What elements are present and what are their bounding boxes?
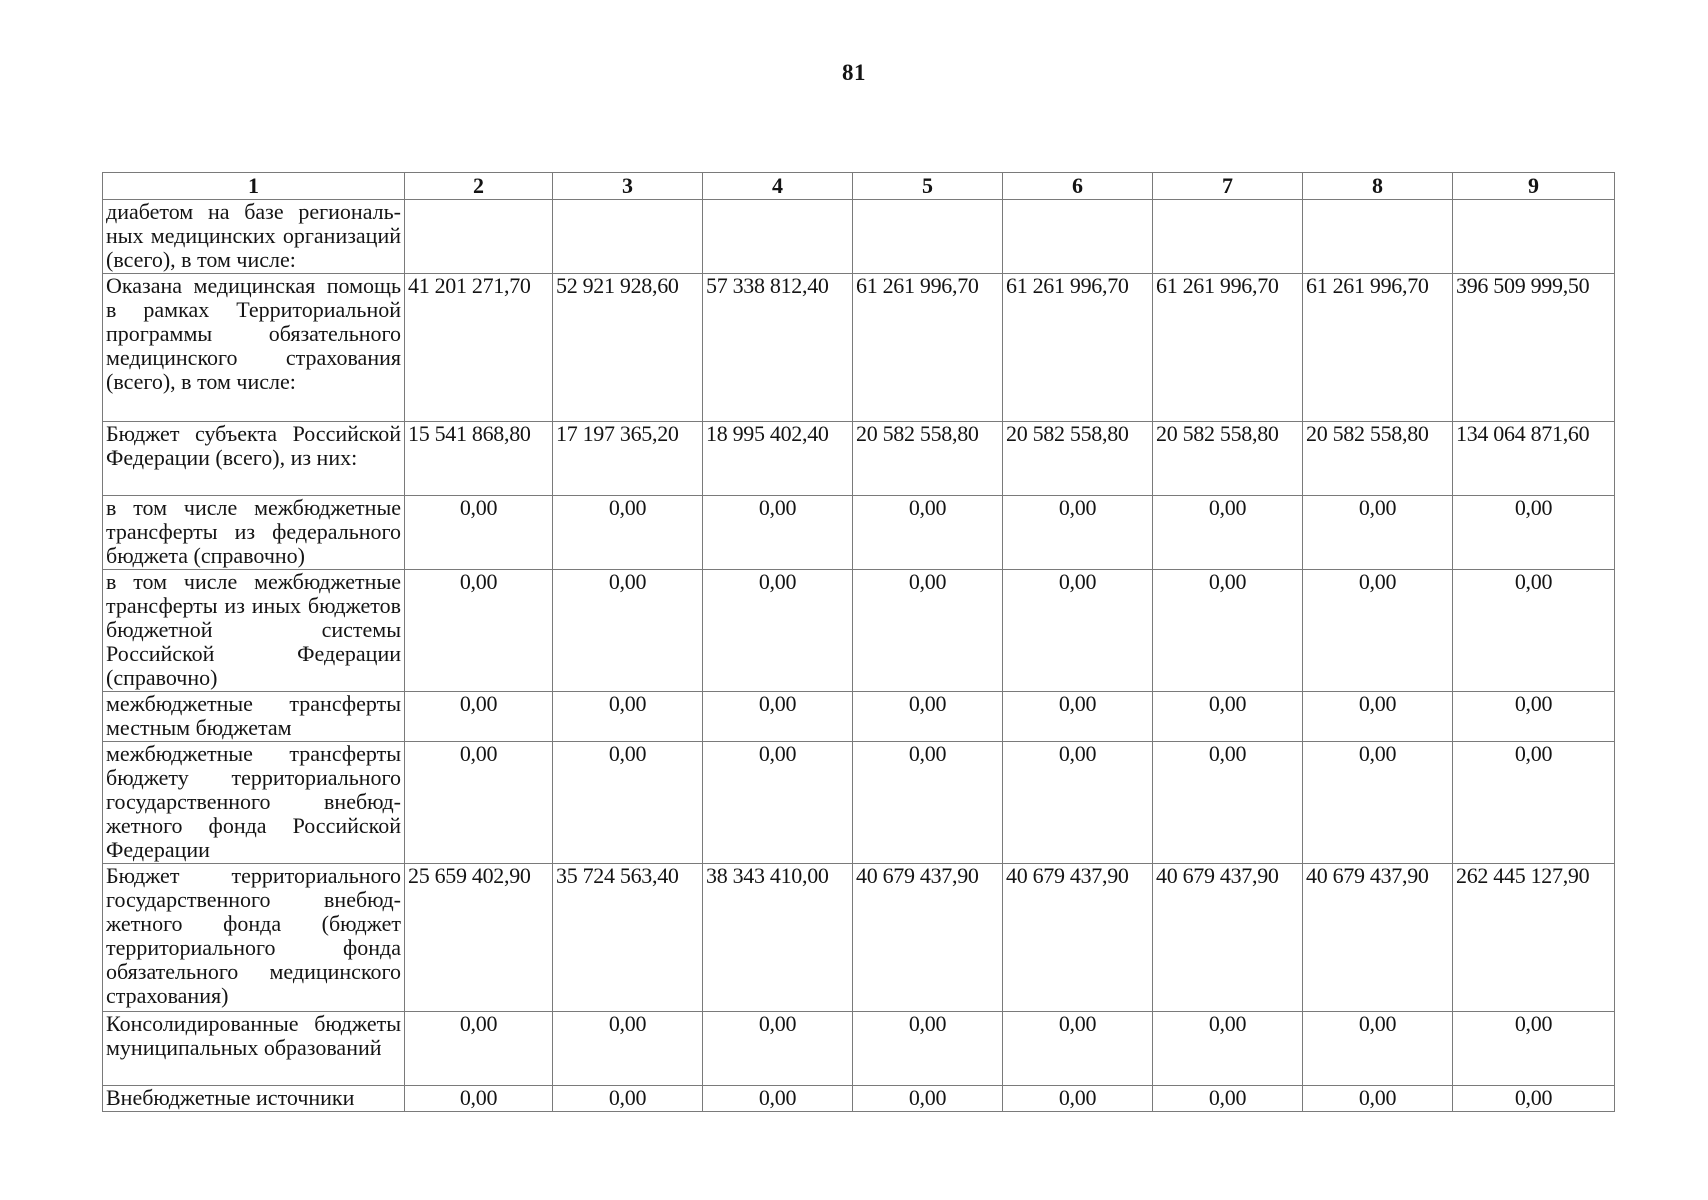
value-cell: 35 724 563,40 [553, 864, 703, 1012]
value-cell: 0,00 [853, 496, 1003, 570]
value-cell [405, 200, 553, 274]
column-header: 7 [1153, 173, 1303, 200]
column-header: 5 [853, 173, 1003, 200]
table-row [103, 496, 1615, 570]
budget-table [102, 172, 1615, 1112]
value-cell: 0,00 [853, 742, 1003, 864]
value-cell [1003, 200, 1153, 274]
value-cell: 0,00 [1303, 742, 1453, 864]
row-label: в том числе межбюджетные трансферты из федерального бюджета (справочно) [103, 496, 405, 570]
value-cell: 396 509 999,50 [1453, 274, 1615, 422]
value-cell: 40 679 437,90 [1303, 864, 1453, 1012]
table-row [103, 570, 1615, 692]
value-cell: 20 582 558,80 [1303, 422, 1453, 496]
value-cell: 15 541 868,80 [405, 422, 553, 496]
value-cell: 0,00 [1003, 1086, 1153, 1112]
value-cell: 0,00 [1303, 692, 1453, 742]
value-cell: 0,00 [853, 570, 1003, 692]
value-cell: 0,00 [553, 570, 703, 692]
value-cell: 0,00 [1303, 496, 1453, 570]
table-row [103, 1012, 1615, 1086]
column-header: 4 [703, 173, 853, 200]
value-cell [1153, 200, 1303, 274]
value-cell: 0,00 [1153, 742, 1303, 864]
row-label: Внебюджетные источники [103, 1086, 405, 1112]
value-cell: 0,00 [1453, 742, 1615, 864]
column-header-row [103, 173, 1615, 200]
value-cell: 40 679 437,90 [1153, 864, 1303, 1012]
value-cell: 0,00 [1153, 692, 1303, 742]
value-cell: 0,00 [553, 1012, 703, 1086]
value-cell: 61 261 996,70 [1003, 274, 1153, 422]
value-cell: 0,00 [1303, 570, 1453, 692]
value-cell: 0,00 [553, 1086, 703, 1112]
column-header: 6 [1003, 173, 1153, 200]
row-label: в том числе межбюджетные трансферты из иных бюджетов бюджетной системы Российской Федерации (справочно) [103, 570, 405, 692]
row-label: диабетом на базе региональных медицинских организаций (всего), в том числе: [103, 200, 405, 274]
page-number: 81 [842, 60, 866, 85]
value-cell: 61 261 996,70 [1303, 274, 1453, 422]
value-cell: 134 064 871,60 [1453, 422, 1615, 496]
value-cell: 61 261 996,70 [853, 274, 1003, 422]
value-cell: 0,00 [1153, 496, 1303, 570]
row-label: межбюджетные трансферты бюджету территориального государственного внебюджетного фонда Российской Федерации [103, 742, 405, 864]
value-cell: 40 679 437,90 [1003, 864, 1153, 1012]
value-cell: 40 679 437,90 [853, 864, 1003, 1012]
value-cell: 18 995 402,40 [703, 422, 853, 496]
table-row [103, 1086, 1615, 1112]
row-label: Бюджет субъекта Российской Федерации (всего), из них: [103, 422, 405, 496]
value-cell: 0,00 [703, 742, 853, 864]
value-cell: 0,00 [1453, 692, 1615, 742]
value-cell: 0,00 [1003, 742, 1153, 864]
value-cell: 0,00 [405, 496, 553, 570]
value-cell: 0,00 [405, 1012, 553, 1086]
table-row [103, 422, 1615, 496]
value-cell: 0,00 [1453, 1086, 1615, 1112]
row-label: межбюджетные трансферты местным бюджетам [103, 692, 405, 742]
value-cell: 0,00 [853, 1086, 1003, 1112]
value-cell [853, 200, 1003, 274]
column-header: 1 [103, 173, 405, 200]
value-cell [553, 200, 703, 274]
value-cell: 20 582 558,80 [853, 422, 1003, 496]
table-row [103, 274, 1615, 422]
value-cell: 0,00 [1153, 1086, 1303, 1112]
value-cell: 0,00 [1453, 1012, 1615, 1086]
table-row [103, 692, 1615, 742]
value-cell: 0,00 [703, 1086, 853, 1112]
value-cell: 0,00 [405, 742, 553, 864]
value-cell: 0,00 [703, 496, 853, 570]
column-header: 8 [1303, 173, 1453, 200]
value-cell: 0,00 [405, 570, 553, 692]
value-cell: 57 338 812,40 [703, 274, 853, 422]
row-label: Оказана медицинская помощь в рамках Территориальной программы обязательного медицинского страхования (всего), в том числе: [103, 274, 405, 422]
value-cell: 20 582 558,80 [1003, 422, 1153, 496]
value-cell: 0,00 [703, 692, 853, 742]
value-cell: 0,00 [553, 692, 703, 742]
value-cell: 0,00 [1003, 1012, 1153, 1086]
column-header: 3 [553, 173, 703, 200]
value-cell: 262 445 127,90 [1453, 864, 1615, 1012]
value-cell: 0,00 [405, 692, 553, 742]
value-cell: 0,00 [1153, 570, 1303, 692]
column-header: 2 [405, 173, 553, 200]
value-cell: 38 343 410,00 [703, 864, 853, 1012]
table-row [103, 864, 1615, 1012]
row-label: Бюджет территориального государственного внебюджетного фонда (бюджет территориального фонда обязательного медицинского страхования) [103, 864, 405, 1012]
value-cell: 0,00 [1453, 496, 1615, 570]
value-cell: 17 197 365,20 [553, 422, 703, 496]
value-cell: 0,00 [1003, 692, 1153, 742]
value-cell: 0,00 [1003, 496, 1153, 570]
value-cell: 41 201 271,70 [405, 274, 553, 422]
value-cell [1303, 200, 1453, 274]
value-cell: 0,00 [703, 570, 853, 692]
value-cell [1453, 200, 1615, 274]
value-cell: 0,00 [1303, 1086, 1453, 1112]
value-cell: 0,00 [853, 1012, 1003, 1086]
value-cell [703, 200, 853, 274]
value-cell: 0,00 [853, 692, 1003, 742]
value-cell: 52 921 928,60 [553, 274, 703, 422]
table-row [103, 742, 1615, 864]
value-cell: 25 659 402,90 [405, 864, 553, 1012]
value-cell: 0,00 [553, 496, 703, 570]
value-cell: 61 261 996,70 [1153, 274, 1303, 422]
value-cell: 0,00 [703, 1012, 853, 1086]
value-cell: 0,00 [1003, 570, 1153, 692]
value-cell: 0,00 [553, 742, 703, 864]
value-cell: 0,00 [1153, 1012, 1303, 1086]
value-cell: 0,00 [405, 1086, 553, 1112]
table-row [103, 200, 1615, 274]
value-cell: 20 582 558,80 [1153, 422, 1303, 496]
value-cell: 0,00 [1453, 570, 1615, 692]
value-cell: 0,00 [1303, 1012, 1453, 1086]
column-header: 9 [1453, 173, 1615, 200]
row-label: Консолидированные бюджеты муниципальных образований [103, 1012, 405, 1086]
